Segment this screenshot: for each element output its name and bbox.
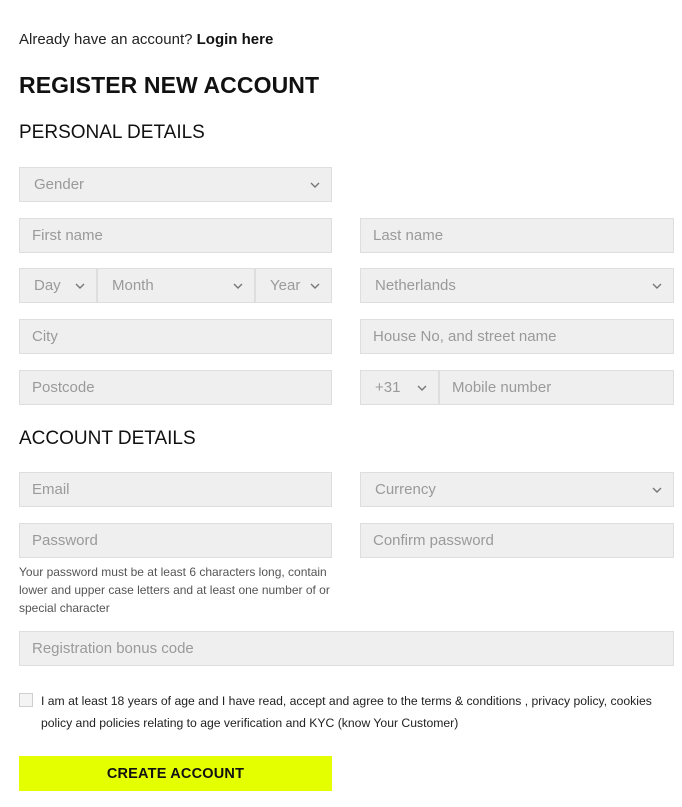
chevron-down-icon <box>232 280 244 292</box>
birth-year-value: Year <box>270 277 301 294</box>
password-hint: Your password must be at least 6 characters long, contain lower and upper case letters and at least one number of or special character <box>19 565 330 615</box>
chevron-down-icon <box>416 382 428 394</box>
account-details-heading: ACCOUNT DETAILS <box>19 428 196 449</box>
page-title: REGISTER NEW ACCOUNT <box>19 72 320 98</box>
country-select-value: Netherlands <box>375 277 456 294</box>
birth-month-select[interactable] <box>97 268 255 303</box>
currency-select-value: Currency <box>375 481 436 498</box>
bonus-code-input[interactable] <box>19 631 674 666</box>
chevron-down-icon <box>309 179 321 191</box>
birth-year-select[interactable] <box>255 268 332 303</box>
last-name-input[interactable] <box>360 218 674 253</box>
birth-month-value: Month <box>112 277 154 294</box>
login-link[interactable]: Login here <box>196 31 274 48</box>
chevron-down-icon <box>309 280 321 292</box>
gender-select[interactable] <box>19 167 332 202</box>
password-input[interactable] <box>19 523 332 558</box>
chevron-down-icon <box>651 484 663 496</box>
personal-details-heading: PERSONAL DETAILS <box>19 122 205 143</box>
login-prompt <box>19 31 273 48</box>
birth-day-select[interactable] <box>19 268 97 303</box>
already-have-account-text: Already have an account? <box>19 31 193 48</box>
terms-text: I am at least 18 years of age and I have read, accept and agree to the terms & conditions , privacy policy, cookies policy and policies relating to age verification and KYC (know Your Customer) <box>41 694 652 730</box>
gender-select-value: Gender <box>34 176 85 193</box>
terms-checkbox[interactable] <box>19 693 33 707</box>
city-input[interactable] <box>19 319 332 354</box>
street-address-input[interactable] <box>360 319 674 354</box>
confirm-password-input[interactable] <box>360 523 674 558</box>
chevron-down-icon <box>74 280 86 292</box>
chevron-down-icon <box>651 280 663 292</box>
phone-code-select[interactable] <box>360 370 439 405</box>
country-select[interactable] <box>360 268 674 303</box>
create-account-button[interactable]: CREATE ACCOUNT <box>19 756 332 791</box>
currency-select[interactable] <box>360 472 674 507</box>
mobile-number-input[interactable] <box>439 370 674 405</box>
birth-day-value: Day <box>34 277 61 294</box>
first-name-input[interactable] <box>19 218 332 253</box>
email-input[interactable] <box>19 472 332 507</box>
postcode-input[interactable] <box>19 370 332 405</box>
phone-code-value: +31 <box>375 379 401 396</box>
